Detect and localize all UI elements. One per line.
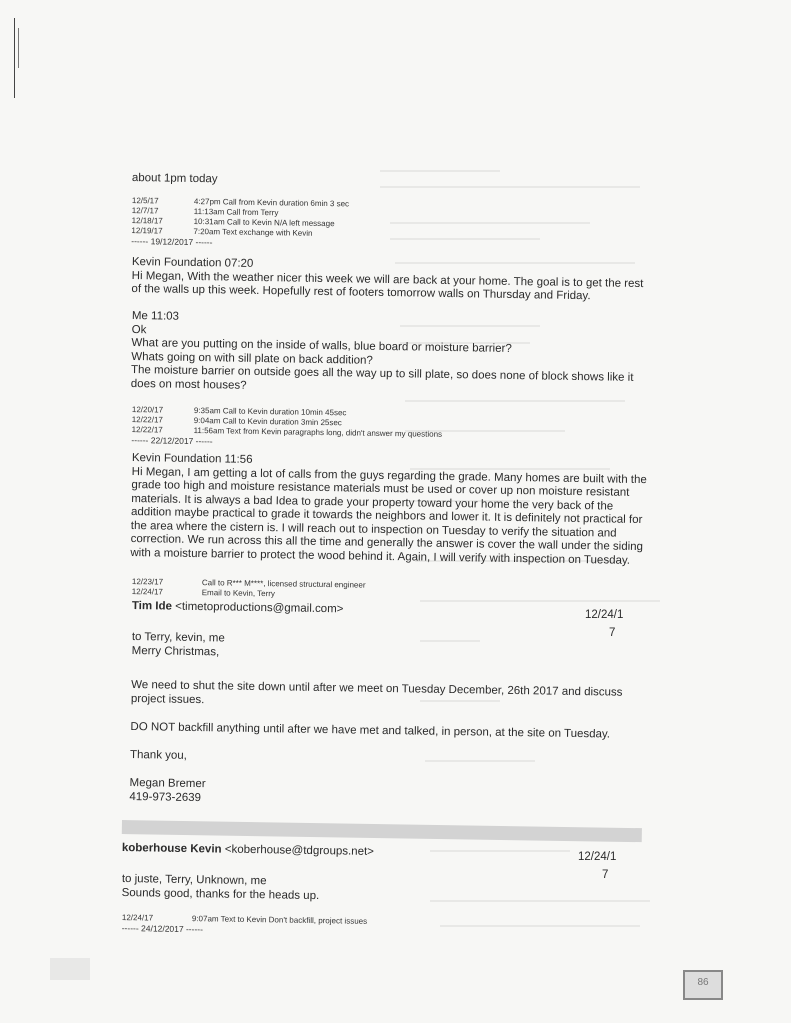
message-ok: Ok <box>131 323 147 336</box>
sender-address: <timetoproductions@gmail.com> <box>175 600 344 616</box>
page-number-stamp: 86 <box>683 970 723 1000</box>
date-separator: ------ 24/12/2017 ------ <box>121 922 204 935</box>
log-row: 12/24/17 9:07am Text to Kevin Don't backfill, project issues <box>121 913 368 926</box>
email-paragraph: DO NOT backfill anything until after we have met and talked, in person, at the site on Tuesday. <box>130 720 611 741</box>
sender-address: <koberhouse@tdgroups.net> <box>224 843 375 858</box>
email-paragraph: We need to shut the site down until after we meet on Tuesday December, 26th 2017 and discuss project issues. <box>130 678 623 707</box>
date-separator: ------ 22/12/2017 ------ <box>131 434 213 447</box>
message-header: Kevin Foundation 11:56 <box>131 452 253 466</box>
signature-name: Megan Bremer <box>129 776 206 791</box>
message-line: Whats going on with sill plate on back addition? <box>131 350 373 367</box>
email-recipients: to juste, Terry, Unknown, me <box>121 872 267 888</box>
sender-name: Tim Ide <box>131 600 173 613</box>
email-recipients: to Terry, kevin, me <box>131 630 225 645</box>
message-body: Hi Megan, I am getting a lot of calls from the guys regarding the grade. Many homes are built with the grade too high and moisture resistance materials must be used or cover up non moisture resistant materials. It is always a bad Idea to grade your property toward your home the very back of the addition maybe practical to grade it towards the neighbors and lower it. It is definitely not practical for the area where the cistern is. I will reach out to inspection on Tuesday to verify the situation and correction. We run across this all the time and generally the answer is cover the wall under the siding with a moisture barrier to protect the wood behind it. Again, I will verify with inspection on Tuesday. <box>130 465 647 567</box>
intro-line: about 1pm today <box>131 172 218 186</box>
log-row: 12/22/17 9:04am Call to Kevin duration 3min 25sec <box>131 414 342 428</box>
log-row: 12/24/17 Email to Kevin, Terry <box>131 586 276 599</box>
log-row: 12/22/17 11:56am Text from Kevin paragraphs long, didn't answer my questions <box>131 424 443 439</box>
email-closing: Thank you, <box>129 748 188 762</box>
message-body: Hi Megan, With the weather nicer this week we will are back at your home. The goal is to get the rest of the walls up this week. Hopefully rest of footers tomorrow walls on Thursday and Friday. <box>131 269 644 303</box>
email-paragraph: Sounds good, thanks for the heads up. <box>121 886 320 903</box>
log-entries-1 <box>131 196 652 254</box>
log-row: 12/7/17 11:13am Call from Terry <box>131 205 279 218</box>
email-greeting: Merry Christmas, <box>131 644 220 659</box>
sender-name: koberhouse Kevin <box>121 842 222 856</box>
log-row: 12/23/17 Call to R*** M****, licensed structural engineer <box>131 577 366 590</box>
email-date-2: 12/24/1 7 <box>578 851 617 881</box>
scan-smudge <box>50 958 90 980</box>
message-header: Kevin Foundation 07:20 <box>131 256 254 270</box>
log-row: 12/18/17 10:31am Call to Kevin N/A left message <box>131 215 335 229</box>
log-row: 12/20/17 9:35am Call to Kevin duration 10min 45sec <box>131 405 347 418</box>
message-kevin-1 <box>131 256 652 305</box>
log-row: 12/5/17 4:27pm Call from Kevin duration 6min 3 sec <box>131 196 350 209</box>
log-entries-2 <box>131 405 652 453</box>
log-row: 12/19/17 7:20am Text exchange with Kevin <box>131 225 313 238</box>
email-body-1 <box>129 630 652 812</box>
email-date-1: 12/24/1 7 <box>585 609 624 639</box>
message-line: The moisture barrier on outside goes all the way up to sill plate, so does none of block shows like it does on most houses? <box>130 363 634 392</box>
signature-phone: 419-973-2639 <box>129 790 202 805</box>
message-me <box>131 310 652 399</box>
message-header: Me 11:03 <box>131 310 180 323</box>
message-kevin-2 <box>130 452 652 568</box>
message-line: What are you putting on the inside of walls, blue board or moisture barrier? <box>131 336 512 355</box>
date-separator: ------ 19/12/2017 ------ <box>131 235 213 248</box>
